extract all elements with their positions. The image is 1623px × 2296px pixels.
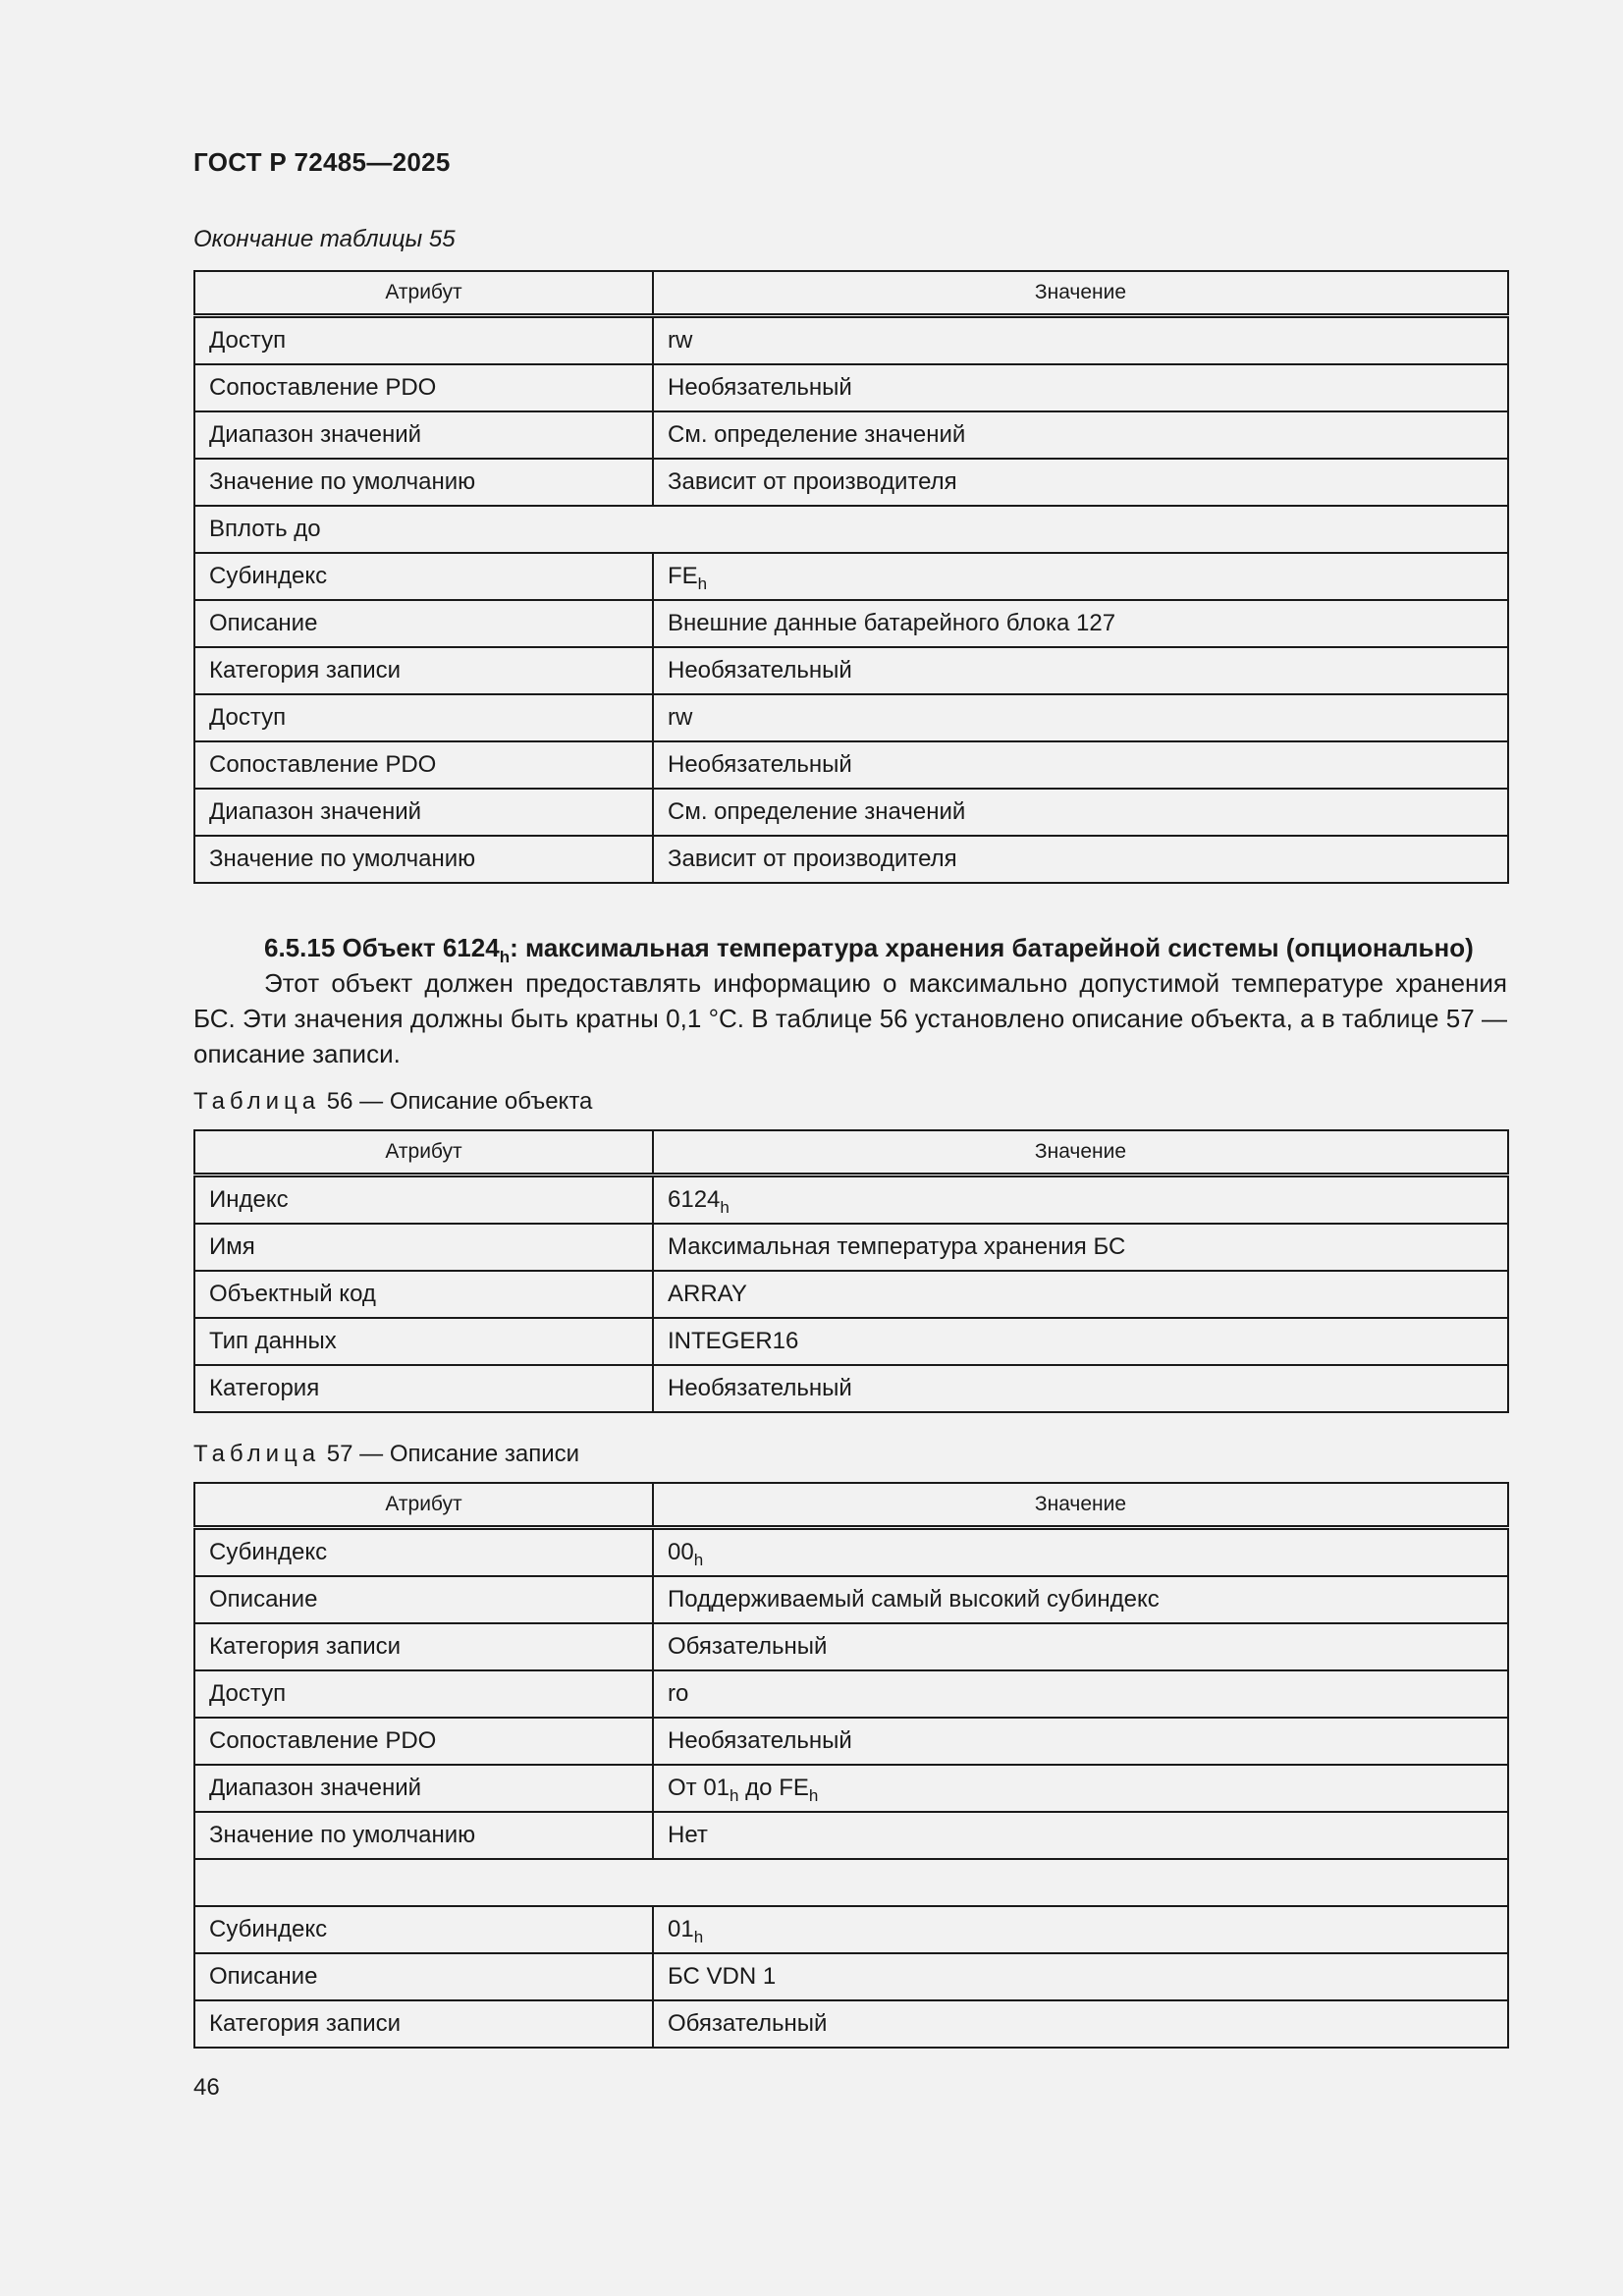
value-cell: Необязательный [653, 647, 1508, 694]
attribute-cell: Объектный код [194, 1271, 653, 1318]
attribute-cell: Имя [194, 1224, 653, 1271]
attribute-cell: Субиндекс [194, 1528, 653, 1577]
attribute-cell: Диапазон значений [194, 789, 653, 836]
table-row [194, 553, 1508, 600]
table-row [194, 789, 1508, 836]
table-56-caption [193, 1088, 592, 1116]
table-row [194, 1765, 1508, 1812]
document-header: ГОСТ Р 72485—2025 [193, 147, 451, 177]
table-span-row [194, 506, 1508, 553]
value-cell: Обязательный [653, 1623, 1508, 1670]
index-value: 6124 [668, 1186, 721, 1213]
table-row [194, 836, 1508, 883]
subindex-value: 00 [668, 1539, 694, 1565]
value-cell: Зависит от производителя [653, 459, 1508, 506]
table-57-caption [193, 1441, 579, 1468]
attribute-cell: Доступ [194, 694, 653, 741]
value-cell: ro [653, 1670, 1508, 1718]
attribute-cell: Описание [194, 1953, 653, 2000]
value-cell: Необязательный [653, 1718, 1508, 1765]
hex-suffix: h [693, 1928, 704, 1946]
column-header-attribute: Атрибут [194, 1483, 653, 1528]
table-row [194, 459, 1508, 506]
attribute-cell: Диапазон значений [194, 1765, 653, 1812]
value-cell [653, 1528, 1508, 1577]
empty-cell [194, 1859, 1508, 1906]
attribute-cell: Значение по умолчанию [194, 459, 653, 506]
table-caption-text: 57 — Описание записи [326, 1441, 580, 1467]
section-heading-suffix: : максимальная температура хранения батарейной системы (опционально) [510, 933, 1474, 962]
attribute-cell: Категория записи [194, 2000, 653, 2048]
value-cell: ARRAY [653, 1271, 1508, 1318]
attribute-cell: Сопоставление PDO [194, 1718, 653, 1765]
table-row [194, 741, 1508, 789]
section-6-5-15 [193, 930, 1507, 1071]
value-cell [653, 553, 1508, 600]
value-cell [653, 1175, 1508, 1225]
value-cell: rw [653, 694, 1508, 741]
column-header-value: Значение [653, 1130, 1508, 1175]
attribute-cell: Сопоставление PDO [194, 741, 653, 789]
value-cell: INTEGER16 [653, 1318, 1508, 1365]
table-caption-word: Таблица [193, 1088, 321, 1115]
hex-suffix: h [808, 1786, 819, 1805]
table-55-continuation-caption: Окончание таблицы 55 [193, 226, 456, 252]
hex-suffix: h [720, 1198, 730, 1217]
table-caption-word: Таблица [193, 1441, 321, 1467]
attribute-cell: Категория записи [194, 647, 653, 694]
section-heading-prefix: 6.5.15 Объект 6124 [264, 933, 500, 962]
attribute-cell: Тип данных [194, 1318, 653, 1365]
attribute-cell: Доступ [194, 316, 653, 365]
subindex-value: 01 [668, 1916, 694, 1942]
value-cell: Необязательный [653, 1365, 1508, 1412]
table-row [194, 600, 1508, 647]
attribute-cell: Категория [194, 1365, 653, 1412]
table-row [194, 1318, 1508, 1365]
value-cell: См. определение значений [653, 789, 1508, 836]
attribute-cell: Описание [194, 1576, 653, 1623]
range-to: до FE [738, 1775, 809, 1801]
table-row [194, 694, 1508, 741]
table-empty-row [194, 1859, 1508, 1906]
value-cell: rw [653, 316, 1508, 365]
value-cell: БС VDN 1 [653, 1953, 1508, 2000]
value-cell: Максимальная температура хранения БС [653, 1224, 1508, 1271]
table-row [194, 1576, 1508, 1623]
hex-suffix: h [693, 1551, 704, 1569]
attribute-cell: Значение по умолчанию [194, 836, 653, 883]
value-cell: Внешние данные батарейного блока 127 [653, 600, 1508, 647]
table-row [194, 1906, 1508, 1953]
table-header-row [194, 1130, 1508, 1175]
attribute-cell: Описание [194, 600, 653, 647]
attribute-cell: Категория записи [194, 1623, 653, 1670]
table-row [194, 2000, 1508, 2048]
table-row [194, 647, 1508, 694]
hex-suffix: h [697, 574, 708, 593]
table-row [194, 1670, 1508, 1718]
table-row [194, 1175, 1508, 1225]
column-header-value: Значение [653, 1483, 1508, 1528]
value-cell [653, 1906, 1508, 1953]
column-header-value: Значение [653, 271, 1508, 316]
table-header-row [194, 1483, 1508, 1528]
attribute-cell: Значение по умолчанию [194, 1812, 653, 1859]
table-row [194, 364, 1508, 411]
table-55-continuation [193, 270, 1509, 884]
table-57 [193, 1482, 1509, 2049]
value-cell: Поддерживаемый самый высокий субиндекс [653, 1576, 1508, 1623]
section-body: Этот объект должен предоставлять информацию о максимально допустимой температуре хранения БС. Эти значения должны быть кратны 0,1 °С. В таблице 56 установлено описание объекта, а в таблице 57 — описание записи. [193, 968, 1507, 1068]
table-row [194, 1528, 1508, 1577]
table-row [194, 316, 1508, 365]
hex-suffix: h [499, 948, 511, 966]
table-caption-text: 56 — Описание объекта [326, 1088, 593, 1115]
section-heading [193, 930, 1507, 965]
table-row [194, 1953, 1508, 2000]
value-cell: Необязательный [653, 364, 1508, 411]
value-cell: См. определение значений [653, 411, 1508, 459]
attribute-cell: Субиндекс [194, 553, 653, 600]
attribute-cell: Индекс [194, 1175, 653, 1225]
table-row [194, 1271, 1508, 1318]
table-row [194, 411, 1508, 459]
hex-suffix: h [730, 1786, 739, 1805]
value-cell: Зависит от производителя [653, 836, 1508, 883]
table-56 [193, 1129, 1509, 1413]
attribute-cell: Субиндекс [194, 1906, 653, 1953]
attribute-cell: Доступ [194, 1670, 653, 1718]
value-cell [653, 1765, 1508, 1812]
value-cell: Нет [653, 1812, 1508, 1859]
table-row [194, 1623, 1508, 1670]
value-cell: Необязательный [653, 741, 1508, 789]
subindex-value: FE [668, 563, 698, 589]
table-header-row [194, 271, 1508, 316]
span-cell: Вплоть до [194, 506, 1508, 553]
table-row [194, 1224, 1508, 1271]
range-from: От 01 [668, 1775, 730, 1801]
value-cell: Обязательный [653, 2000, 1508, 2048]
table-row [194, 1718, 1508, 1765]
attribute-cell: Диапазон значений [194, 411, 653, 459]
column-header-attribute: Атрибут [194, 271, 653, 316]
attribute-cell: Сопоставление PDO [194, 364, 653, 411]
table-row [194, 1812, 1508, 1859]
table-row [194, 1365, 1508, 1412]
column-header-attribute: Атрибут [194, 1130, 653, 1175]
page-number: 46 [193, 2074, 220, 2101]
